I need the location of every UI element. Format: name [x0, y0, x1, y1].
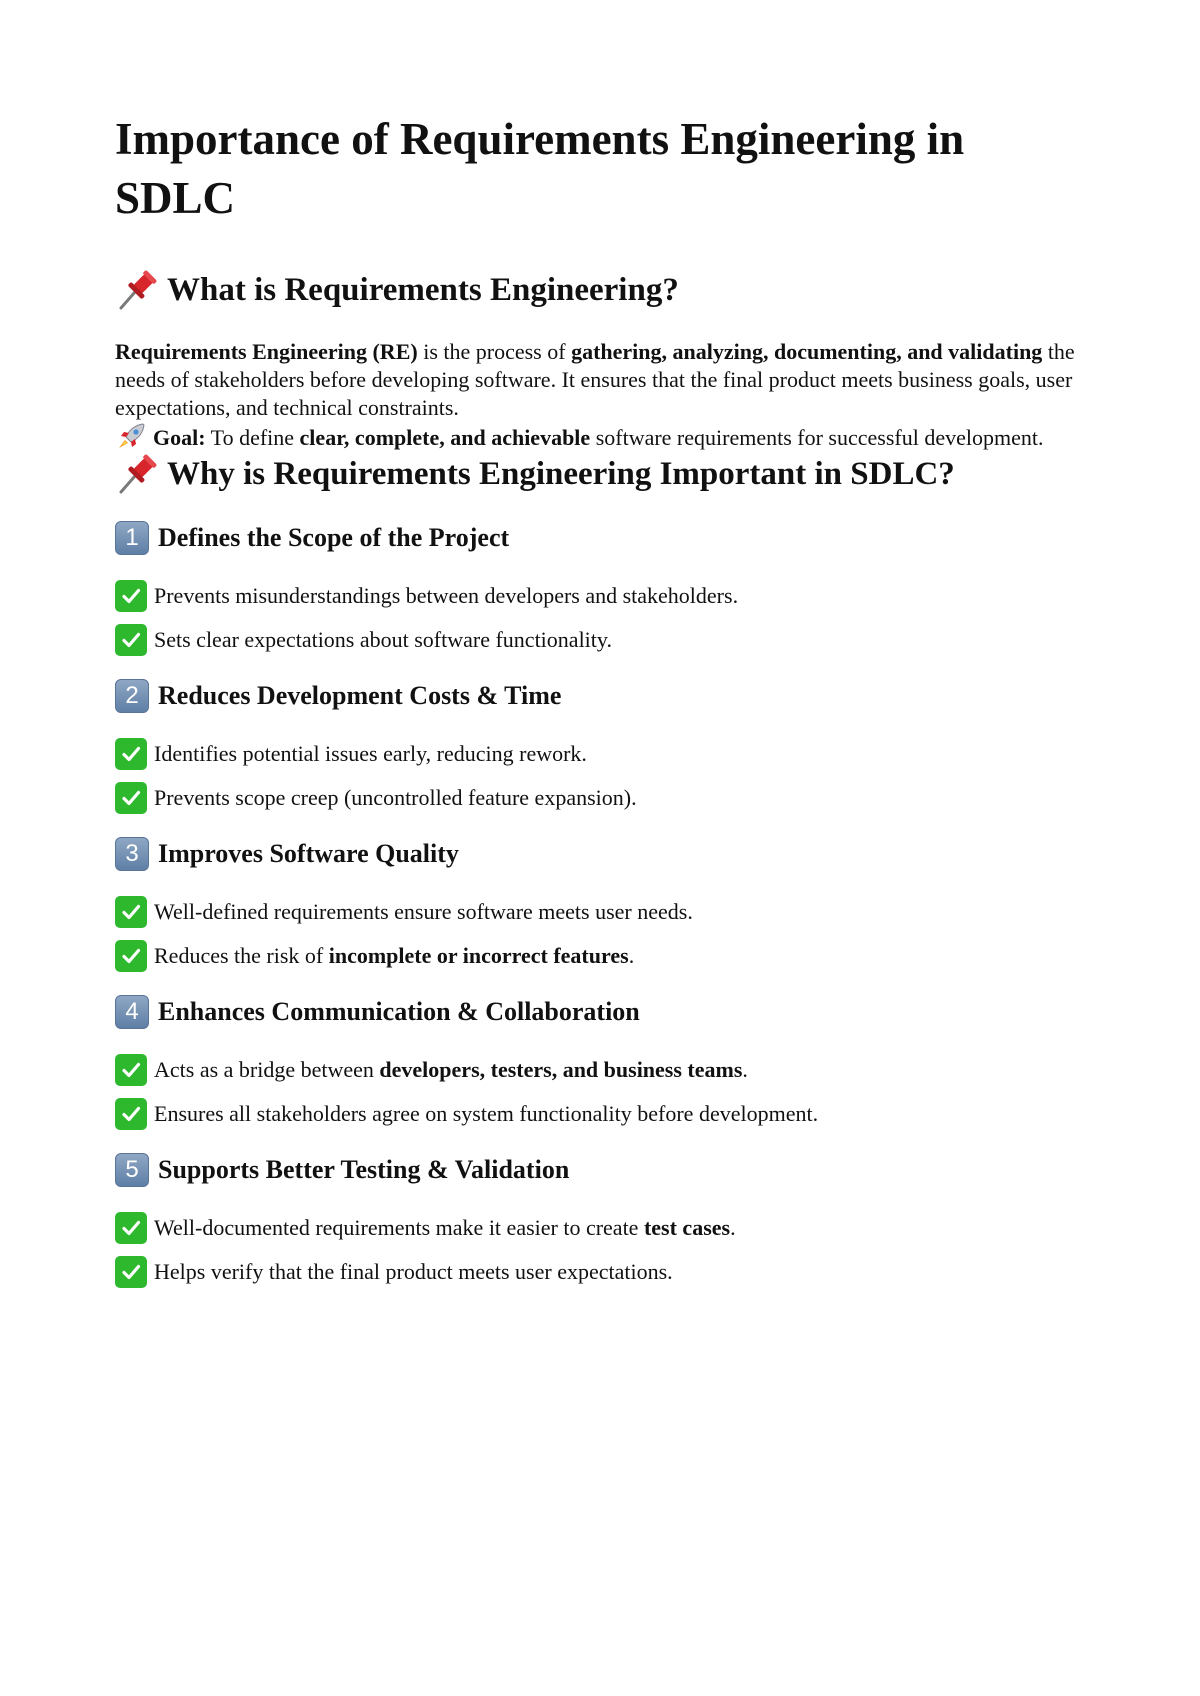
- goal-label: Goal:: [153, 425, 206, 450]
- intro-text-1: is the process of: [417, 339, 572, 364]
- check-mark-icon: [115, 940, 147, 972]
- check-mark-icon: [115, 782, 147, 814]
- reason-section: [115, 678, 1085, 814]
- goal-text-2: software requirements for successful development.: [590, 425, 1044, 450]
- reason-section: [115, 836, 1085, 972]
- check-mark-icon: [115, 1054, 147, 1086]
- reason-point-text: Prevents misunderstandings between developers and stakeholders.: [154, 583, 739, 608]
- reason-point: [115, 782, 1085, 814]
- reason-section: [115, 520, 1085, 656]
- reason-point: [115, 624, 1085, 656]
- check-mark-icon: [115, 580, 147, 612]
- number-badge-icon: 3: [115, 837, 149, 871]
- intro-term: Requirements Engineering (RE): [115, 339, 418, 364]
- point-text-pre: Reduces the risk of: [154, 943, 329, 968]
- pushpin-icon: [115, 452, 159, 496]
- number-badge-icon: 4: [115, 995, 149, 1029]
- check-mark-icon: [115, 624, 147, 656]
- reason-heading-text: Enhances Communication & Collaboration: [158, 997, 640, 1026]
- reason-point-text: Helps verify that the final product meets user expectations.: [154, 1259, 673, 1284]
- reason-point-text: Identifies potential issues early, reducing rework.: [154, 741, 587, 766]
- why-heading-text: Why is Requirements Engineering Important in SDLC?: [167, 456, 955, 492]
- number-badge-icon: 5: [115, 1153, 149, 1187]
- point-text-pre: Well-documented requirements make it easier to create: [154, 1215, 644, 1240]
- point-text-bold: incomplete or incorrect features: [328, 943, 629, 968]
- number-badge-icon: 1: [115, 521, 149, 555]
- reason-point: [115, 940, 1085, 972]
- point-text-bold: test cases: [643, 1215, 731, 1240]
- why-heading: [115, 452, 1085, 496]
- reason-heading: [115, 520, 1085, 556]
- intro-paragraph: [115, 338, 1085, 422]
- reason-point: [115, 1054, 1085, 1086]
- goal-paragraph: [115, 422, 1085, 452]
- reason-point: [115, 1098, 1085, 1130]
- check-mark-icon: [115, 738, 147, 770]
- reason-point: [115, 1212, 1085, 1244]
- point-text-post: .: [730, 1215, 736, 1240]
- reason-point-text: Ensures all stakeholders agree on system functionality before development.: [154, 1101, 819, 1126]
- pushpin-icon: [115, 268, 159, 312]
- goal-emphasis: clear, complete, and achievable: [299, 425, 591, 450]
- reason-point-text: [154, 942, 634, 970]
- document-page: [115, 110, 1085, 1310]
- check-mark-icon: [115, 1098, 147, 1130]
- check-mark-icon: [115, 896, 147, 928]
- reason-heading-text: Improves Software Quality: [158, 839, 459, 868]
- reason-point: [115, 1256, 1085, 1288]
- reason-heading: [115, 836, 1085, 872]
- page-title: Importance of Requirements Engineering in SDLC: [115, 114, 965, 223]
- point-text-pre: Acts as a bridge between: [154, 1057, 380, 1082]
- check-mark-icon: [115, 1256, 147, 1288]
- reason-point-text: Sets clear expectations about software functionality.: [154, 627, 612, 652]
- reason-point-text: Prevents scope creep (uncontrolled feature expansion).: [154, 785, 637, 810]
- reason-heading: [115, 1152, 1085, 1188]
- reason-point-text: [154, 1214, 736, 1242]
- reasons-list: [115, 520, 1085, 1288]
- reason-heading-text: Reduces Development Costs & Time: [158, 681, 562, 710]
- check-mark-icon: [115, 1212, 147, 1244]
- intro-actions: gathering, analyzing, documenting, and validating: [571, 339, 1043, 364]
- point-text-bold: developers, testers, and business teams: [379, 1057, 743, 1082]
- reason-point: [115, 738, 1085, 770]
- reason-heading: [115, 994, 1085, 1030]
- reason-heading: [115, 678, 1085, 714]
- reason-section: [115, 1152, 1085, 1288]
- what-heading: [115, 268, 1085, 312]
- point-text-post: .: [742, 1057, 748, 1082]
- rocket-icon: [115, 422, 147, 450]
- reason-point: [115, 580, 1085, 612]
- reason-point-text: Well-defined requirements ensure software meets user needs.: [154, 899, 693, 924]
- reason-point: [115, 896, 1085, 928]
- goal-text-1: To define: [205, 425, 300, 450]
- reason-heading-text: Supports Better Testing & Validation: [158, 1155, 570, 1184]
- intro-text-2: the needs of stakeholders before developing software. It ensures that the final product meets business goals, user expectations, and technical constraints.: [115, 339, 1075, 420]
- reason-section: [115, 994, 1085, 1130]
- number-badge-icon: 2: [115, 679, 149, 713]
- reason-point-text: [154, 1056, 748, 1084]
- reason-heading-text: Defines the Scope of the Project: [158, 523, 510, 552]
- point-text-post: .: [628, 943, 635, 968]
- what-heading-text: What is Requirements Engineering?: [167, 272, 679, 308]
